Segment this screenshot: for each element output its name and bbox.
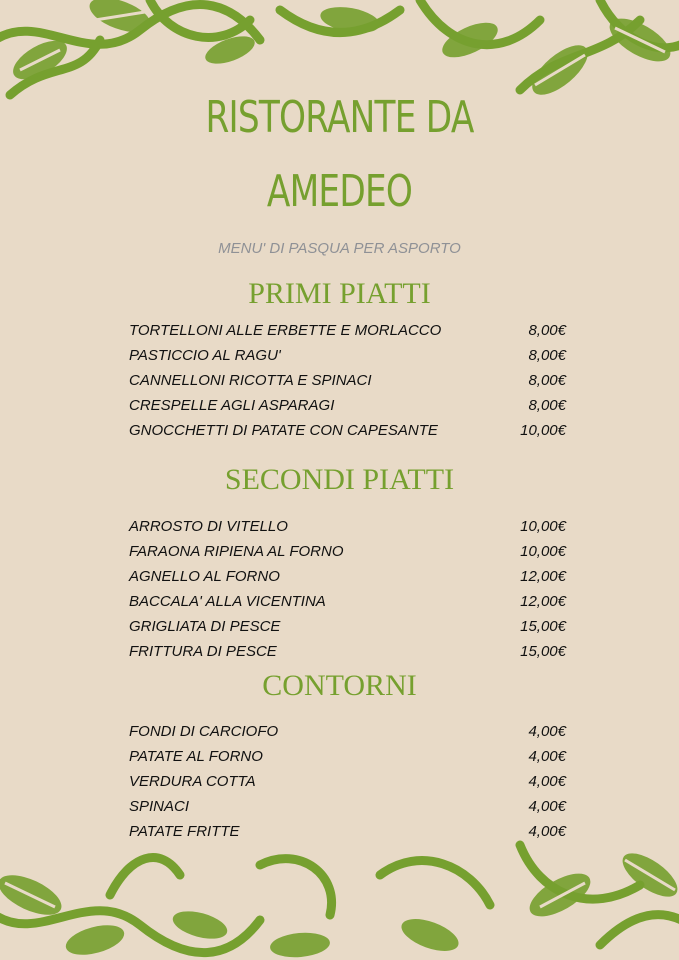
item-price: 8,00€ <box>528 322 566 339</box>
item-name: TORTELLONI ALLE ERBETTE E MORLACCO <box>129 322 442 339</box>
menu-item <box>129 514 566 539</box>
item-price: 8,00€ <box>528 397 566 414</box>
menu-subtitle: MENU' DI PASQUA PER ASPORTO <box>218 240 461 257</box>
menu-item <box>129 318 566 343</box>
menu-item <box>129 539 566 564</box>
item-price: 10,00€ <box>520 543 566 560</box>
item-name: PASTICCIO AL RAGU' <box>129 347 281 364</box>
menu-list-primi <box>129 318 566 443</box>
section-title-primi: PRIMI PIATTI <box>248 277 431 310</box>
item-price: 4,00€ <box>528 723 566 740</box>
menu-item <box>129 614 566 639</box>
menu-item <box>129 564 566 589</box>
item-name: VERDURA COTTA <box>129 773 256 790</box>
item-name: CRESPELLE AGLI ASPARAGI <box>129 397 335 414</box>
item-name: SPINACI <box>129 798 190 815</box>
menu-item <box>129 589 566 614</box>
section-title-secondi: SECONDI PIATTI <box>224 463 455 496</box>
menu-list-contorni <box>129 719 566 844</box>
item-name: ARROSTO DI VITELLO <box>129 518 288 535</box>
menu-item <box>129 418 566 443</box>
item-name: PATATE AL FORNO <box>129 748 263 765</box>
menu-item <box>129 639 566 664</box>
restaurant-name-line2: AMEDEO <box>266 166 413 217</box>
item-name: BACCALA' ALLA VICENTINA <box>129 593 326 610</box>
menu-item <box>129 719 566 744</box>
item-name: FONDI DI CARCIOFO <box>129 723 279 740</box>
item-price: 15,00€ <box>520 643 566 660</box>
item-name: CANNELLONI RICOTTA E SPINACI <box>129 372 372 389</box>
item-price: 8,00€ <box>528 372 566 389</box>
menu-item <box>129 343 566 368</box>
item-price: 10,00€ <box>520 422 566 439</box>
menu-item <box>129 819 566 844</box>
item-name: FARAONA RIPIENA AL FORNO <box>129 543 344 560</box>
item-price: 10,00€ <box>520 518 566 535</box>
item-price: 12,00€ <box>520 593 566 610</box>
item-name: PATATE FRITTE <box>129 823 240 840</box>
menu-item <box>129 368 566 393</box>
item-price: 4,00€ <box>528 773 566 790</box>
menu-item <box>129 393 566 418</box>
menu-list-secondi <box>129 514 566 664</box>
restaurant-name-line1: RISTORANTE DA <box>205 92 474 143</box>
item-price: 12,00€ <box>520 568 566 585</box>
item-price: 4,00€ <box>528 798 566 815</box>
menu-item <box>129 769 566 794</box>
menu-item <box>129 794 566 819</box>
item-price: 15,00€ <box>520 618 566 635</box>
item-name: GNOCCHETTI DI PATATE CON CAPESANTE <box>129 422 438 439</box>
item-price: 4,00€ <box>528 823 566 840</box>
item-price: 4,00€ <box>528 748 566 765</box>
item-price: 8,00€ <box>528 347 566 364</box>
item-name: AGNELLO AL FORNO <box>129 568 280 585</box>
item-name: FRITTURA DI PESCE <box>129 643 277 660</box>
menu-item <box>129 744 566 769</box>
item-name: GRIGLIATA DI PESCE <box>129 618 281 635</box>
section-title-contorni: CONTORNI <box>262 669 417 702</box>
floral-border-bottom <box>0 835 679 960</box>
